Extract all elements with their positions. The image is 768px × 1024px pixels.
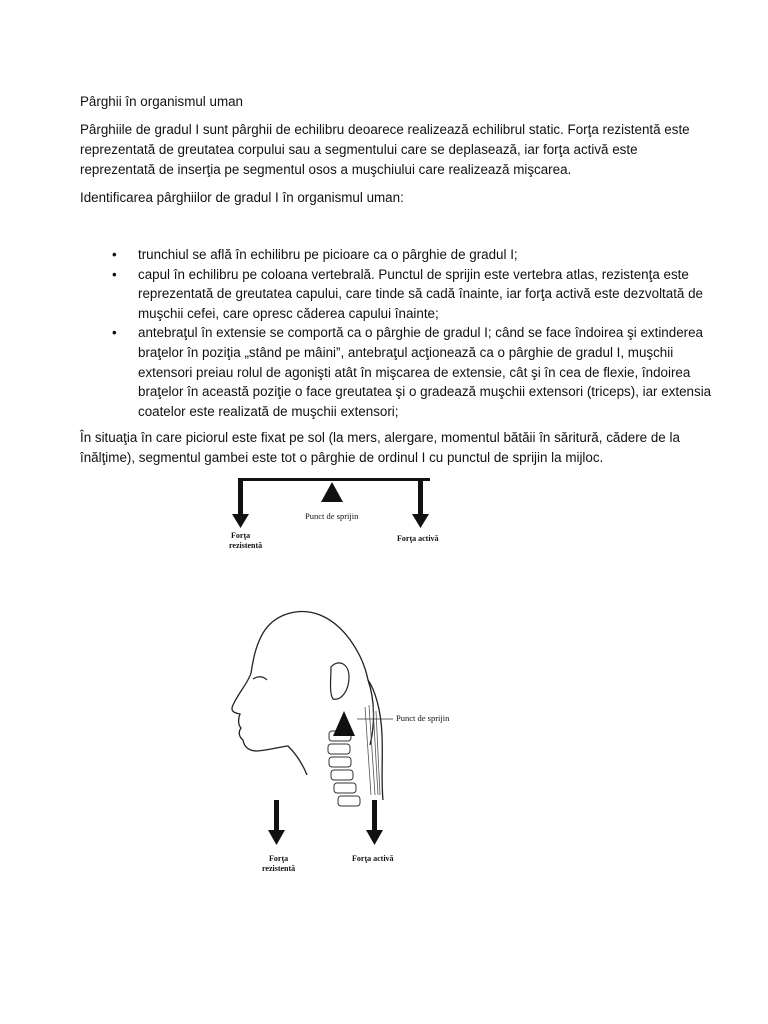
active-force-label: Forţa activă xyxy=(397,534,439,543)
resistance-force-label: rezistentă xyxy=(229,541,263,550)
lever-examples-list xyxy=(112,245,712,421)
paragraph-leg-lever: În situaţia în care piciorul este fixat pe sol (la mers, alergare, momentul bătăii în săritură, cădere de la înălţime), segmentul gambei este tot o pârghie de ordinul I cu punctul de sprijin la mijloc. xyxy=(80,430,680,465)
down-arrow-icon xyxy=(412,514,429,528)
list-item-text: trunchiul se află în echilibru pe picioare ca o pârghie de gradul I; xyxy=(138,247,518,262)
right-arrow-shaft xyxy=(418,478,423,516)
bullet-icon: • xyxy=(112,266,117,282)
lever-diagram xyxy=(225,476,465,556)
paragraph-definition: Pârghiile de gradul I sunt pârghii de echilibru deoarece realizează echilibrul static. Forţa rezistentă este reprezentată de greutatea corpului sau a segmentului care se deplasează, iar forţa activă este reprezentată de inserţia pe segmentul osos a muşchiului care realizează mişcarea. xyxy=(80,122,690,177)
lever-bar xyxy=(238,478,430,481)
resistance-force-label: Forţa xyxy=(231,531,251,540)
down-arrow-icon xyxy=(366,830,383,845)
pivot-label: Punct de sprijin xyxy=(396,713,450,723)
list-item xyxy=(112,265,712,324)
list-item-text: antebraţul în extensie se comportă ca o pârghie de gradul I; când se face îndoirea şi extinderea braţelor în poziţia „stând pe mâini”, antebraţul acţionează ca o pârghie de gradul I, muşchii extensori preiau rolul de agonişti atât în mişcarea de extensie, cât şi în cea de flexie, îndoirea braţelor în această poziţie o face greutatea şi o gradează muşchii extensori (triceps), iar extensia coatelor este realizată de muşchii extensori; xyxy=(138,325,712,419)
resistance-force-label: rezistentă xyxy=(262,864,296,873)
ear-illustration xyxy=(331,663,350,699)
pivot-label: Punct de sprijin xyxy=(305,511,359,521)
left-arrow-shaft xyxy=(238,478,243,516)
active-force-label: Forţa activă xyxy=(352,854,394,863)
list-item xyxy=(112,245,712,265)
pivot-triangle-icon xyxy=(333,711,355,736)
resistance-force-label: Forţa xyxy=(269,854,289,863)
head-lever-diagram xyxy=(225,595,495,880)
eye-illustration xyxy=(253,677,267,680)
paragraph-identification: Identificarea pârghiilor de gradul I în organismul uman: xyxy=(80,190,404,205)
down-arrow-icon xyxy=(268,830,285,845)
pivot-triangle-icon xyxy=(321,482,343,502)
document-title: Pârghii în organismul uman xyxy=(80,94,244,109)
list-item-text: capul în echilibru pe coloana vertebrală. Punctul de sprijin este vertebra atlas, rezistenţa este reprezentată de greutatea capului, care tinde să cadă înainte, iar forţa activă este dezvoltată de muşchii cefei, care opresc căderea capului înainte; xyxy=(138,266,703,321)
list-item xyxy=(112,323,712,421)
left-arrow-shaft xyxy=(274,800,279,832)
right-arrow-shaft xyxy=(372,800,377,832)
cervical-spine-illustration xyxy=(328,731,360,806)
head-outline-illustration xyxy=(232,612,374,775)
bullet-icon: • xyxy=(112,247,117,262)
down-arrow-icon xyxy=(232,514,249,528)
neck-muscles-illustration xyxy=(365,705,380,795)
bullet-icon: • xyxy=(112,325,117,341)
